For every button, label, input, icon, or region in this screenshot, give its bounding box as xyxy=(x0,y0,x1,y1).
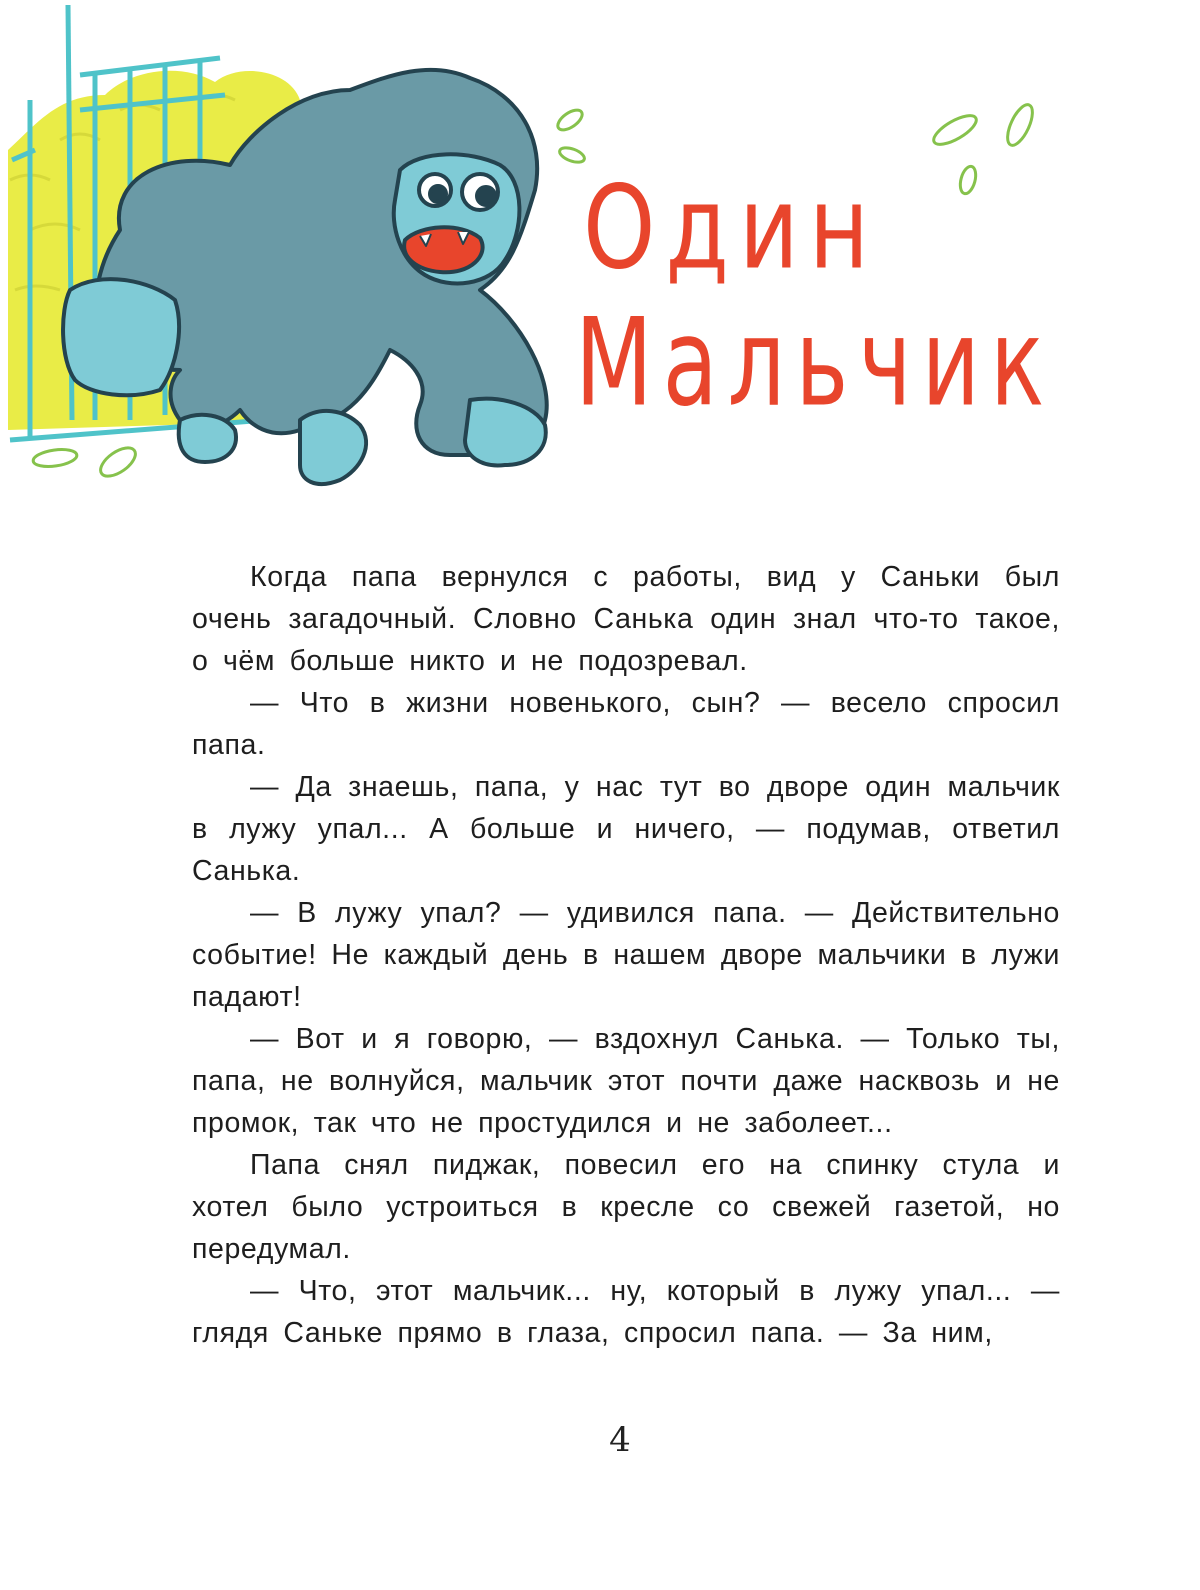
paragraph: — Что в жизни новенького, сын? — весело спросил папа. xyxy=(192,687,1060,761)
paragraph: Папа снял пиджак, повесил его на спинку стула и хотел было устроиться в кресле со свежей газетой, но передумал. xyxy=(192,1149,1060,1265)
paragraph: — Да знаешь, папа, у нас тут во дворе один мальчик в лужу упал... А больше и ничего, — подумав, ответил Санька. xyxy=(192,771,1060,887)
chapter-title-line1: Один xyxy=(583,161,879,296)
paragraph: — Что, этот мальчик... ну, который в лужу упал... — глядя Саньке прямо в глаза, спросил папа. — За ним, xyxy=(192,1275,1060,1349)
page-number: 4 xyxy=(609,1420,631,1460)
chapter-title-line2: Мальчик xyxy=(575,292,1055,435)
paragraph: — Вот и я говорю, — вздохнул Санька. — Только ты, папа, не волнуйся, мальчик этот почти даже насквозь и не промок, так что не простудился и не заболеет... xyxy=(192,1023,1060,1139)
paragraph: — В лужу упал? — удивился папа. — Действительно событие! Не каждый день в нашем дворе мальчики в лужи падают! xyxy=(192,897,1060,1013)
story-text xyxy=(192,556,1060,1354)
chapter-title xyxy=(575,161,1055,435)
paragraph: Когда папа вернулся с работы, вид у Саньки был очень загадочный. Словно Санька один знал что-то такое, о чём больше никто и не подозревал. xyxy=(192,561,1060,677)
